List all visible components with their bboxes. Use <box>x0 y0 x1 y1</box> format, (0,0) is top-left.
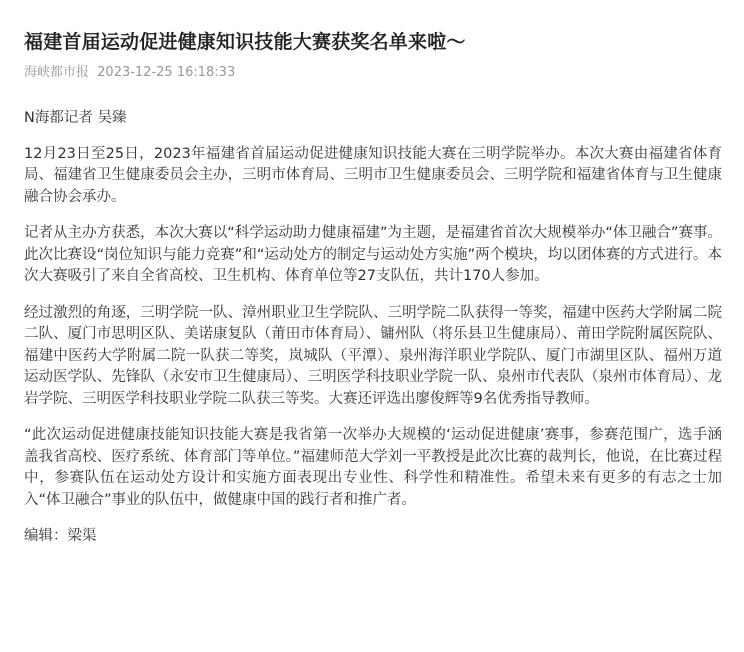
article-title: 福建首届运动促进健康知识技能大赛获奖名单来啦～ <box>24 31 466 53</box>
article-datetime: 2023-12-25 16:18:33 <box>97 65 236 80</box>
article-body <box>24 108 722 548</box>
paragraph-3: 经过激烈的角逐，三明学院一队、漳州职业卫生学院队、三明学院二队获得一等奖，福建中医药大学附属二院二队、厦门市思明区队、美诺康复队（莆田市体育局）、镛州队（将乐县卫生健康局）、莆田学院附属医院队、福建中医药大学附属二院一队获二等奖，岚城队（平潭）、泉州海洋职业学院队、厦门市湖里区队、福州万道运动医学队、先锋队（永安市卫生健康局）、三明医学科技职业学院一队、泉州市代表队（泉州市体育局）、龙岩学院、三明医学科技职业学院二队获三等奖。大赛还评选出廖俊辉等9名优秀指导教师。 <box>24 304 722 407</box>
paragraph-2: 记者从主办方获悉，本次大赛以“科学运动助力健康福建”为主题，是福建省首次大规模举办“体卫融合”赛事。此次比赛设“岗位知识与能力竞赛”和“运动处方的制定与运动处方实施”两个模块，均以团体赛的方式进行。本次大赛吸引了来自全省高校、卫生机构、体育单位等27支队伍，共计170人参加。 <box>24 225 722 284</box>
byline: N海都记者 吴臻 <box>24 110 127 126</box>
paragraph-4: “此次运动促进健康技能知识技能大赛是我省第一次举办大规模的‘运动促进健康’赛事，参赛范围广，选手涵盖我省高校、医疗系统、体育部门等单位。”福建师范大学刘一平教授是此次比赛的裁判长，他说，在比赛过程中，参赛队伍在运动处方设计和实施方面表现出专业性、科学性和精准性。希望未来有更多的有志之士加入“体卫融合”事业的队伍中，做健康中国的践行者和推广者。 <box>24 427 722 508</box>
editor-credit: 编辑：梁渠 <box>24 528 97 544</box>
article-meta <box>24 64 722 82</box>
article-source: 海峡都市报 <box>24 65 90 80</box>
paragraph-1: 12月23日至25日，2023年福建省首届运动促进健康知识技能大赛在三明学院举办。本次大赛由福建省体育局、福建省卫生健康委员会主办，三明市体育局、三明市卫生健康委员会、三明学院和福建省体育与卫生健康融合协会承办。 <box>24 145 722 205</box>
